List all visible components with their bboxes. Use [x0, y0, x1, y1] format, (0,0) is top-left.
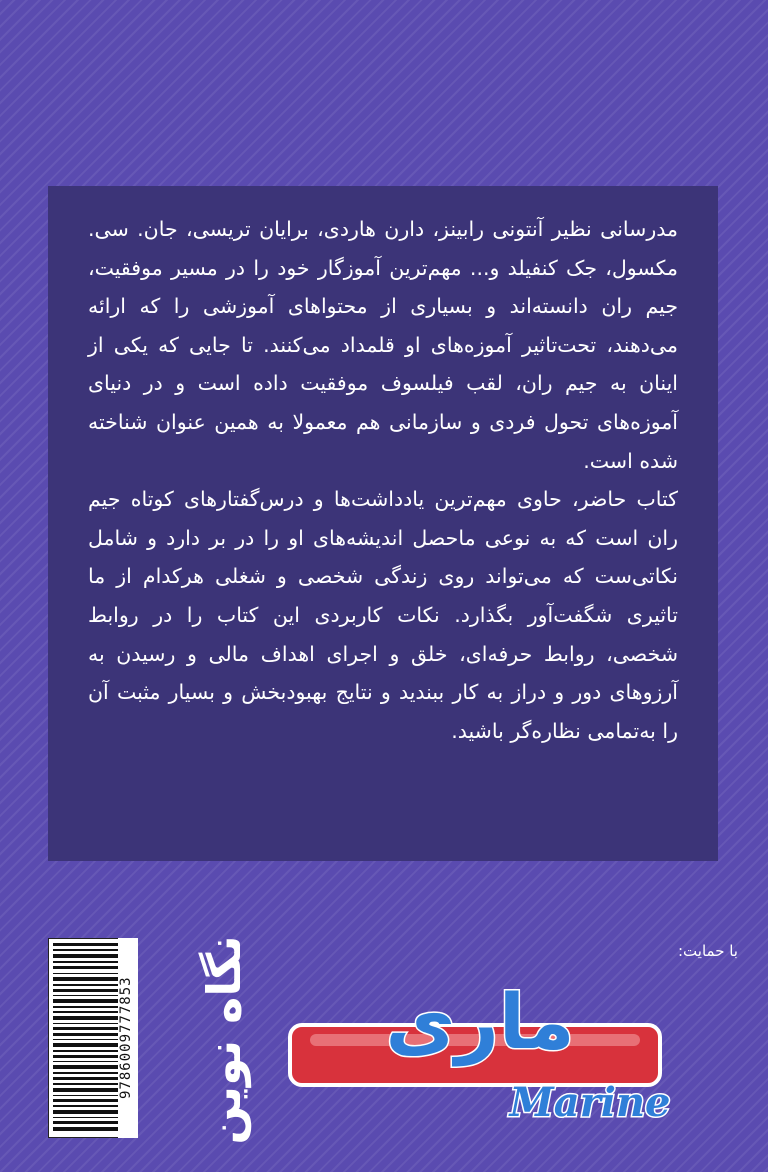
marine-logo-english: Marine [509, 1079, 671, 1126]
isbn-number: 9786009777853 [118, 938, 138, 1138]
paragraph-book-description: کتاب حاضر، حاوی مهم‌ترین یادداشت‌ها و درس‌گفتارهای کوتاه جیم ران است که به نوعی ماحصل اندیشه‌های او را در بر دارد و شامل نکاتی‌ست که می‌تواند روی زندگی شخصی و شغلی هرکدام از ما تاثیری شگفت‌آور بگذارد. نکات کاربردی این کتاب را در روابط شخصی، روابط حرفه‌ای، خلق و اجرای اهداف مالی و رسیدن به آرزوهای دور و دراز به کار ببندید و نتایج بهبودبخش و بسیار مثبت آن را به‌تمامی نظاره‌گر باشید. [88, 487, 678, 743]
back-cover-text-panel [48, 186, 718, 861]
barcode-icon [53, 943, 119, 1133]
marine-logo [290, 977, 671, 1126]
paragraph-intro: مدرسانی نظیر آنتونی رابینز، دارن هاردی، برایان تریسی، جان. سی. مکسول، جک کنفیلد و... مهم‌ترین آموزگار خود را در مسیر موفقیت، جیم ران دانسته‌اند و بسیاری از محتواهای آموزشی را که ارائه می‌دهند، تحت‌تاثیر آموزه‌های او قلمداد می‌کنند. تا جایی که یکی از اینان به جیم ران، لقب فیلسوف موفقیت داده است و در دنیای آموزه‌های تحول فردی و سازمانی هم معمولا به همین عنوان شناخته شده است. [88, 217, 678, 473]
marine-logo-persian: ماری [385, 977, 575, 1066]
sponsor-label: با حمایت: [678, 942, 738, 960]
publisher-logo-text: نگاه نوین [197, 935, 251, 1145]
isbn-barcode [48, 938, 124, 1138]
sponsor-logos [150, 930, 740, 1150]
negah-novin-logo [197, 935, 251, 1144]
